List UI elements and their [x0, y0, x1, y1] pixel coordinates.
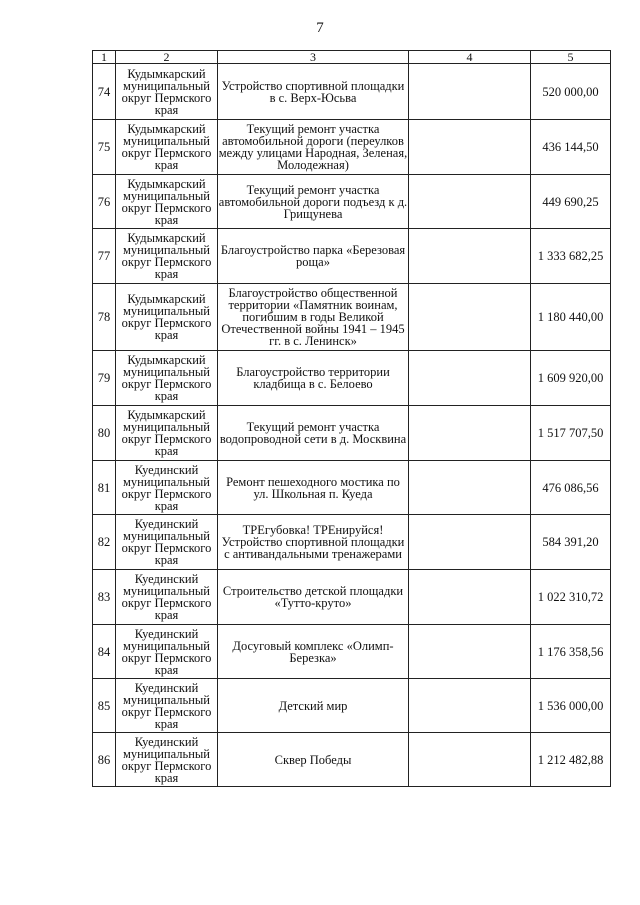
table-row: [93, 120, 611, 175]
municipality-cell: Кудымкарский муниципальный округ Пермского края: [116, 229, 218, 284]
column-header-3: 3: [218, 51, 409, 64]
column-4-cell: [409, 570, 531, 625]
municipality-cell: Кудымкарский муниципальный округ Пермского края: [116, 406, 218, 461]
table-row: [93, 461, 611, 515]
column-4-cell: [409, 461, 531, 515]
municipality-cell: Кудымкарский муниципальный округ Пермского края: [116, 120, 218, 175]
table-row: [93, 284, 611, 351]
row-number: 75: [93, 120, 116, 175]
amount-cell: 436 144,50: [531, 120, 611, 175]
row-number: 84: [93, 625, 116, 679]
row-number: 77: [93, 229, 116, 284]
page-number: 7: [316, 20, 324, 36]
column-4-cell: [409, 406, 531, 461]
municipality-cell: Куединский муниципальный округ Пермского края: [116, 570, 218, 625]
table-row: [93, 64, 611, 120]
column-4-cell: [409, 64, 531, 120]
row-number: 85: [93, 679, 116, 733]
row-number: 86: [93, 733, 116, 787]
column-4-cell: [409, 733, 531, 787]
municipality-cell: Куединский муниципальный округ Пермского края: [116, 625, 218, 679]
municipality-cell: Кудымкарский муниципальный округ Пермского края: [116, 64, 218, 120]
amount-cell: 1 609 920,00: [531, 351, 611, 406]
amount-cell: 1 022 310,72: [531, 570, 611, 625]
row-number: 80: [93, 406, 116, 461]
amount-cell: 1 536 000,00: [531, 679, 611, 733]
municipality-cell: Куединский муниципальный округ Пермского края: [116, 461, 218, 515]
column-header-2: 2: [116, 51, 218, 64]
table-row: [93, 570, 611, 625]
table-row: [93, 679, 611, 733]
table-header-row: [93, 51, 611, 64]
project-name-cell: Детский мир: [218, 679, 409, 733]
municipality-cell: Кудымкарский муниципальный округ Пермского края: [116, 175, 218, 229]
municipality-cell: Куединский муниципальный округ Пермского края: [116, 733, 218, 787]
column-4-cell: [409, 515, 531, 570]
column-4-cell: [409, 120, 531, 175]
project-name-cell: Благоустройство парка «Березовая роща»: [218, 229, 409, 284]
table-row: [93, 733, 611, 787]
project-name-cell: Ремонт пешеходного мостика по ул. Школьная п. Куеда: [218, 461, 409, 515]
municipality-cell: Куединский муниципальный округ Пермского края: [116, 515, 218, 570]
municipality-cell: Кудымкарский муниципальный округ Пермского края: [116, 284, 218, 351]
column-4-cell: [409, 284, 531, 351]
column-4-cell: [409, 625, 531, 679]
row-number: 78: [93, 284, 116, 351]
table-row: [93, 229, 611, 284]
amount-cell: 1 176 358,56: [531, 625, 611, 679]
column-header-5: 5: [531, 51, 611, 64]
amount-cell: 1 333 682,25: [531, 229, 611, 284]
amount-cell: 1 517 707,50: [531, 406, 611, 461]
project-name-cell: Досуговый комплекс «Олимп-Березка»: [218, 625, 409, 679]
column-header-1: 1: [93, 51, 116, 64]
project-name-cell: Благоустройство общественной территории «Памятник воинам, погибшим в годы Великой Отечественной войны 1941 – 1945 гг. в с. Ленинск»: [218, 284, 409, 351]
municipality-cell: Куединский муниципальный округ Пермского края: [116, 679, 218, 733]
row-number: 82: [93, 515, 116, 570]
project-name-cell: Благоустройство территории кладбища в с. Белоево: [218, 351, 409, 406]
project-name-cell: Текущий ремонт участка водопроводной сети в д. Москвина: [218, 406, 409, 461]
amount-cell: 449 690,25: [531, 175, 611, 229]
table-row: [93, 351, 611, 406]
column-4-cell: [409, 229, 531, 284]
table-row: [93, 406, 611, 461]
column-header-4: 4: [409, 51, 531, 64]
project-name-cell: Текущий ремонт участка автомобильной дороги подъезд к д. Грищунева: [218, 175, 409, 229]
column-4-cell: [409, 679, 531, 733]
project-name-cell: Текущий ремонт участка автомобильной дороги (переулков между улицами Народная, Зеленая, Молодежная): [218, 120, 409, 175]
row-number: 79: [93, 351, 116, 406]
column-4-cell: [409, 351, 531, 406]
amount-cell: 584 391,20: [531, 515, 611, 570]
amount-cell: 1 180 440,00: [531, 284, 611, 351]
row-number: 81: [93, 461, 116, 515]
row-number: 83: [93, 570, 116, 625]
table-row: [93, 625, 611, 679]
table-row: [93, 175, 611, 229]
amount-cell: 476 086,56: [531, 461, 611, 515]
table-row: [93, 515, 611, 570]
amount-cell: 1 212 482,88: [531, 733, 611, 787]
project-name-cell: Строительство детской площадки «Тутто-круто»: [218, 570, 409, 625]
row-number: 74: [93, 64, 116, 120]
project-name-cell: ТРЕгубовка! ТРЕнируйся! Устройство спортивной площадки с антивандальными тренажерами: [218, 515, 409, 570]
row-number: 76: [93, 175, 116, 229]
municipality-cell: Кудымкарский муниципальный округ Пермского края: [116, 351, 218, 406]
project-name-cell: Устройство спортивной площадки в с. Верх-Юсьва: [218, 64, 409, 120]
amount-cell: 520 000,00: [531, 64, 611, 120]
project-name-cell: Сквер Победы: [218, 733, 409, 787]
column-4-cell: [409, 175, 531, 229]
projects-table: [92, 50, 611, 787]
